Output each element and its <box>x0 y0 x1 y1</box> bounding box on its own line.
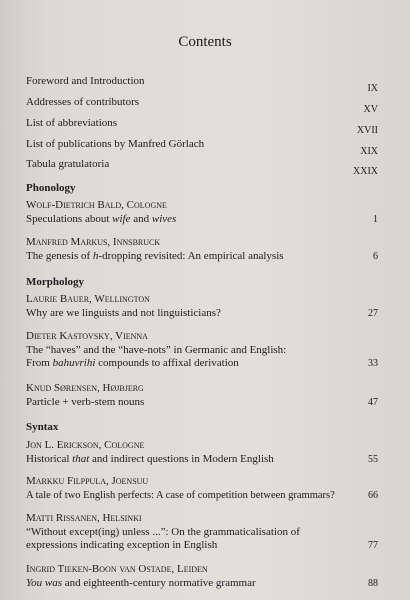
page-number: XXIX <box>353 166 378 177</box>
toc-entry <box>26 293 378 320</box>
entry-title: List of publications by Manfred Görlach <box>26 138 205 150</box>
entry-title: The genesis of h-dropping revisited: An empirical analysis <box>26 249 284 262</box>
page-number: 47 <box>368 396 378 408</box>
page-number: IX <box>367 83 378 94</box>
entry-author: Laurie Bauer, Wellington <box>26 293 150 305</box>
entry-author: Ingrid Tieken-Boon van Ostade, Leiden <box>26 563 208 575</box>
entry-author: Markku Filppula, Joensuu <box>26 475 149 487</box>
toc-front-item <box>26 137 378 157</box>
entry-author: Wolf-Dietrich Bald, Cologne <box>26 199 167 211</box>
entry-title: Addresses of contributors <box>26 96 140 108</box>
section-heading: Morphology <box>26 276 85 288</box>
entry-title: Tabula gratulatoria <box>26 158 110 170</box>
page-number: 6 <box>373 250 378 262</box>
toc-entry <box>26 512 378 553</box>
page-number: XVII <box>356 125 378 136</box>
page-number: XIX <box>360 146 378 157</box>
entry-title: Particle + verb-stem nouns <box>26 395 145 408</box>
page-number: 1 <box>373 213 378 225</box>
entry-title: Why are we linguists and not linguisticians? <box>26 306 221 319</box>
toc-entry <box>26 475 378 502</box>
entry-title: Historical that and indirect questions in Modern English <box>26 452 274 465</box>
toc-entry <box>26 199 378 226</box>
entry-author: Jon L. Erickson, Cologne <box>26 439 145 451</box>
page-number: XV <box>363 104 378 115</box>
entry-title-line: The “haves” and the “have-nots” in Germanic and English: <box>26 343 287 356</box>
toc-front-item <box>26 157 378 177</box>
entry-title-line: “Without except(ing) unless ...”: On the grammaticalisation of <box>26 525 300 538</box>
entry-author: Matti Rissanen, Helsinki <box>26 512 142 524</box>
page-title: Contents <box>178 34 232 50</box>
page-number: 88 <box>368 577 378 589</box>
entry-author: Knud Sørensen, Højbjerg <box>26 382 144 394</box>
toc-entry <box>26 563 378 590</box>
toc-front-item <box>26 95 378 115</box>
page-number: 33 <box>368 358 378 369</box>
entry-title-line: From bahuvrihi compounds to affixal derivation <box>26 357 239 369</box>
page-number: 55 <box>368 453 378 465</box>
entry-author: Manfred Markus, Innsbruck <box>26 236 161 248</box>
entry-title: Foreword and Introduction <box>26 75 145 87</box>
toc-entry <box>26 236 378 263</box>
toc-entry <box>26 382 378 409</box>
entry-title: List of abbreviations <box>26 117 118 129</box>
toc-front-item <box>26 74 378 94</box>
toc-front-item <box>26 116 378 136</box>
entry-title: A tale of two English perfects: A case of competition between grammars? <box>26 489 335 501</box>
entry-author: Dieter Kastovsky, Vienna <box>26 330 148 342</box>
entry-title: Speculations about wife and wives <box>26 212 177 225</box>
toc-entry <box>26 439 378 466</box>
entry-title: You was and eighteenth-century normative grammar <box>26 576 256 589</box>
toc-entry <box>26 330 378 371</box>
page-number: 66 <box>368 489 378 501</box>
section-heading: Syntax <box>26 421 59 433</box>
page-number: 27 <box>368 307 378 319</box>
section-heading: Phonology <box>26 182 76 194</box>
entry-title-line: expressions indicating exception in English <box>26 539 218 551</box>
page-number: 77 <box>368 540 378 551</box>
